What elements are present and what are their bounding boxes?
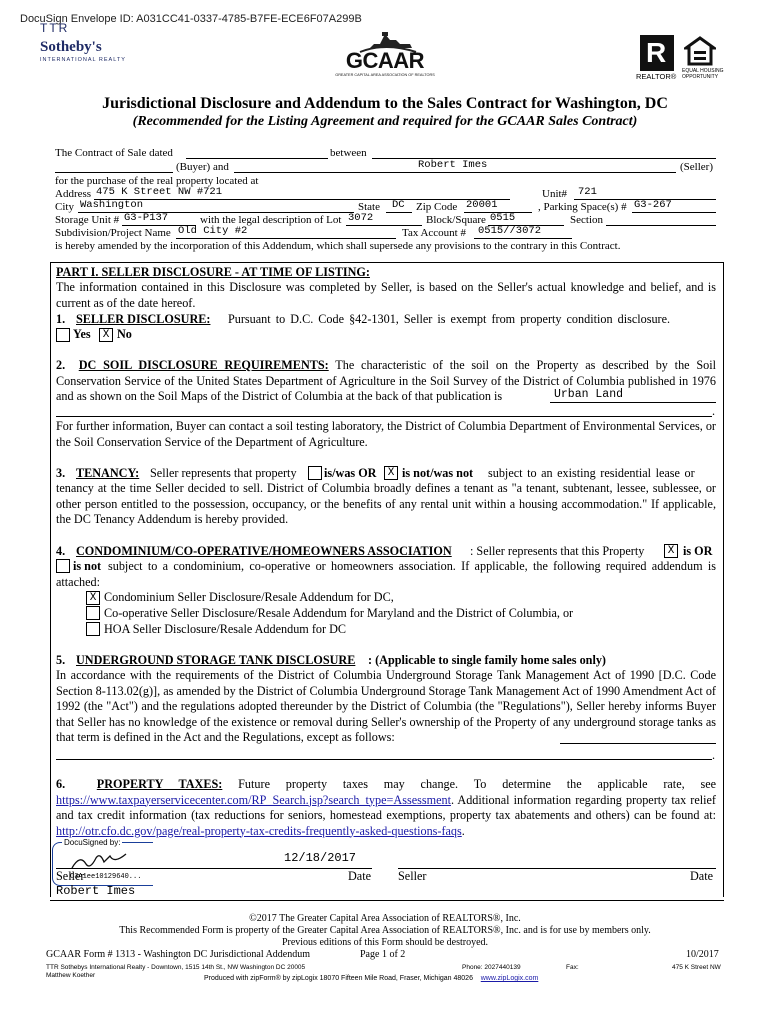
page-title: Jurisdictional Disclosure and Addendum to the Sales Contract for Washington, DC (102, 95, 668, 112)
s3-num: 3. (56, 466, 66, 480)
s6-text-c: . (461, 823, 465, 838)
s3-text-c: tenancy at the time Seller decided to sell. District of Columbia broadly defines a tenant as "a tenant, subtenant, lessee, sublessee, or other person entitled to the possession, occupancy, or the benefits of any rental unit within a housing accommodation." If applicable, the DC Tenancy Addendum is hereby provided. (56, 481, 716, 526)
s3-is-checkbox[interactable] (308, 466, 322, 480)
subdivision-value: Old City #2 (178, 225, 248, 237)
s4-is-checkbox[interactable]: X (664, 544, 678, 558)
addendum-coop-label: Co-operative Seller Disclosure/Resale Addendum for Maryland and the District of Columbia, or (104, 606, 574, 620)
footer-previous: Previous editions of this Form should be destroyed. (281, 937, 489, 948)
s5-text: In accordance with the requirements of the District of Columbia Underground Storage Tank Management Act of 1990 [D.C. Code Section 8-113.02(g)], as amended by the District of Columbia Underground Storage Tank Management Act of 1990 Amendment Act of 1992 (the "Act") and the regulations adopted thereunder by the District of Columbia (the "Regulations"), Seller hereby informs Buyer that Seller has no knowledge of the existence or removal during Seller's ownership of the Property of any underground storage tanks as that term is defined in the Act and the Regulations, except as follows: (56, 668, 716, 744)
s4-heading: CONDOMINIUM/CO-OPERATIVE/HOMEOWNERS ASSOCIATION (76, 544, 452, 558)
s5-heading-tail: : (Applicable to single family home sales only) (368, 653, 606, 667)
gcaar-logo (330, 32, 440, 82)
ziplogix-link[interactable]: www.zipLogix.com (480, 975, 539, 982)
s4-is-not: is not (73, 559, 102, 573)
section-label: Section (570, 214, 603, 226)
part1-intro: The information contained in this Disclosure was completed by Seller, is based on the Seller's actual knowledge and belief, and is current as of the date hereof. (56, 280, 716, 310)
s3-text-a: Seller represents that property (150, 466, 297, 480)
s5-heading: UNDERGROUND STORAGE TANK DISCLOSURE (76, 653, 356, 667)
addendum-condo-checkbox[interactable]: X (86, 591, 100, 605)
soil-field-2[interactable] (56, 404, 712, 417)
footer-date: 10/2017 (686, 949, 719, 960)
s6-heading: PROPERTY TAXES: (96, 777, 223, 791)
buyer-label: (Buyer) and (176, 161, 229, 173)
soil-value: Urban Land (554, 388, 624, 401)
signature-seller-label-2: Seller (398, 869, 427, 883)
tax-value: 0515//3072 (478, 225, 542, 237)
part1-heading: PART I. SELLER DISCLOSURE - AT TIME OF LISTING: (56, 265, 370, 279)
signature-date-label-2: Date (690, 869, 714, 883)
broker-sub: INTERNATIONAL REALTY (40, 57, 126, 63)
addendum-hoa-label: HOA Seller Disclosure/Resale Addendum for DC (104, 622, 347, 636)
legal-label: with the legal description of Lot (200, 214, 342, 226)
footer-rule (50, 900, 724, 901)
broker-logo (40, 22, 130, 63)
realtor-logo (640, 35, 674, 71)
amended-text: is hereby amended by the incorporation of this Addendum, which shall supersede any provisions to the contrary in this Contract. (55, 240, 621, 252)
addendum-hoa-checkbox[interactable] (86, 622, 100, 636)
equal-housing-label-2: OPPORTUNITY (682, 74, 719, 80)
signature-line-1 (56, 868, 372, 869)
s6-text-a: Future property taxes may change. To determine the applicable rate, see (238, 777, 717, 791)
s4-is-or: is OR (683, 544, 713, 558)
s3-opt1: is/was OR (324, 466, 377, 480)
footer-produced-text: Produced with zipForm® by zipLogix 18070 Fifteen Mile Road, Fraser, Michigan 48026 (204, 975, 473, 982)
s2-text: The characteristic of the soil on the Property as described by the Soil Conservation Service of the United States Department of Agriculture in the Soil Survey of the District of Columbia published in 1976 and as shown on the Soil Maps of the District of Columbia at the back of that publication is (56, 358, 717, 403)
signer-name: Robert Imes (56, 884, 136, 898)
address-value: 475 K Street NW #721 (96, 186, 223, 198)
s5-num: 5. (56, 653, 66, 667)
s4-text-b: subject to a condominium, co-operative or homeowners association. If applicable, the following required addendum is attached: (56, 559, 716, 589)
footer-property: 475 K Street NW (672, 964, 721, 971)
page-subtitle: (Recommended for the Listing Agreement and required for the GCAAR Sales Contract) (132, 114, 638, 129)
docusigned-label: DocuSigned by: (64, 838, 121, 847)
signature-date-label: Date (348, 869, 372, 883)
state-value: DC (392, 199, 405, 211)
block-label: Block/Square (426, 214, 486, 226)
tax-assessment-link[interactable]: https://www.taxpayerservicecenter.com/RP_Search.jsp?search_type=Assessment (56, 792, 451, 807)
s2-num: 2. (56, 358, 66, 372)
s1-no-label: No (117, 327, 132, 341)
footer-form-id: GCAAR Form # 1313 - Washington DC Jurisdictional Addendum (46, 949, 311, 960)
s6-text-b: . Additional information regarding property tax relief and tax credit information (tax reductions for seniors, homestead exemptions, property tax abatements and others) can be found at: (56, 792, 716, 822)
equal-housing-label-1: EQUAL HOUSING (682, 68, 724, 74)
s1-num: 1. (56, 312, 66, 326)
s1-no-checkbox[interactable]: X (99, 328, 113, 342)
signature-line-2 (398, 868, 716, 869)
contract-dated-label: The Contract of Sale dated (55, 147, 173, 159)
unit-value: 721 (578, 186, 597, 198)
tax-credits-link[interactable]: http://otr.cfo.dc.gov/page/real-property-tax-credits-frequently-asked-questions-faqs (56, 823, 462, 838)
addendum-condo-label: Condominium Seller Disclosure/Resale Addendum for DC, (104, 590, 394, 604)
realtor-r-icon: R (646, 37, 667, 68)
ust-exception-field[interactable] (560, 731, 716, 744)
tax-label: Tax Account # (402, 227, 466, 239)
s3-text-b: subject to an existing residential lease or (488, 466, 695, 480)
gcaar-subtext: GREATER CAPITAL AREA ASSOCIATION OF REALTORS (335, 73, 435, 77)
footer-page: Page 1 of 2 (360, 949, 406, 960)
s4-text-a: : Seller represents that this Property (470, 544, 645, 558)
between-label: between (330, 147, 367, 159)
s6-num: 6. (56, 777, 66, 791)
seller-name-value: Robert Imes (418, 159, 488, 171)
s2-further: For further information, Buyer can contact a soil testing laboratory, the District of Columbia Department of Environmental Services, or the Soil Conservation Service of the Department of Agriculture. (56, 419, 716, 449)
realtor-label: REALTOR® (636, 72, 677, 81)
s1-text: Pursuant to D.C. Code §42-1301, Seller is exempt from property condition disclosure. (228, 312, 671, 326)
soil-period: . (712, 404, 716, 418)
purchase-label: for the purchase of the real property located at (55, 175, 259, 187)
footer-produced (204, 975, 538, 982)
footer-phone: Phone: 2027440139 (462, 964, 521, 971)
s4-num: 4. (56, 544, 66, 558)
footer-copyright: ©2017 The Greater Capital Area Association of REALTORS®, Inc. (249, 913, 521, 924)
zip-value: 20001 (466, 199, 498, 211)
signature-seller-label: Seller (56, 869, 85, 883)
storage-value: G3-P137 (124, 212, 169, 224)
s1-yes-checkbox[interactable] (56, 328, 70, 342)
signature-id: C3A1ee10129640... (70, 873, 142, 881)
parking-value: G3-267 (634, 199, 672, 211)
seller-label: (Seller) (680, 161, 713, 173)
city-label: City (55, 201, 74, 213)
s2-heading: DC SOIL DISCLOSURE REQUIREMENTS: (78, 358, 329, 372)
subdivision-label: Subdivision/Project Name (55, 227, 171, 239)
buyer-name-field[interactable] (372, 146, 716, 159)
zip-label: Zip Code (416, 201, 458, 213)
address-label: Address (55, 188, 92, 200)
unit-label: Unit# (542, 188, 568, 200)
storage-label: Storage Unit # (55, 214, 120, 226)
s1-yes-label: Yes (73, 327, 91, 341)
lot-value: 3072 (348, 212, 374, 224)
section-field[interactable] (606, 213, 716, 226)
gcaar-wordmark: GCAAR (345, 48, 425, 73)
signature-date: 12/18/2017 (284, 851, 357, 865)
envelope-id: DocuSign Envelope ID: A031CC41-0337-4785-B7FE-ECE6F07A299B (20, 13, 362, 25)
s3-opt2: is not/was not (402, 466, 474, 480)
city-value: Washington (80, 199, 144, 211)
s3-heading: TENANCY: (76, 466, 140, 480)
ust-exception-field-2[interactable] (56, 747, 712, 760)
parking-label: , Parking Space(s) # (538, 201, 627, 213)
contract-date-field[interactable] (186, 146, 328, 159)
equal-housing-icon (684, 36, 716, 66)
footer-fax: Fax: (566, 964, 579, 971)
block-value: 0515 (490, 212, 516, 224)
s1-heading: SELLER DISCLOSURE: (76, 312, 211, 326)
footer-office: TTR Sothebys International Realty - Downtown, 1515 14th St., NW Washington DC 20005 (46, 964, 306, 971)
buyer-name-field-2[interactable] (55, 160, 173, 173)
s6-body (56, 777, 716, 839)
ust-period: . (712, 748, 716, 762)
state-label: State (358, 201, 380, 213)
broker-top-text: TTR (40, 21, 70, 35)
s3-isnot-checkbox[interactable]: X (384, 466, 398, 480)
addendum-coop-checkbox[interactable] (86, 606, 100, 620)
footer-notice: This Recommended Form is property of the Greater Capital Area Association of REALTORS®, Inc. and is for use by members only. (119, 925, 651, 936)
footer-agent: Matthew Koether (46, 972, 96, 979)
broker-name: Sotheby's (40, 39, 102, 55)
